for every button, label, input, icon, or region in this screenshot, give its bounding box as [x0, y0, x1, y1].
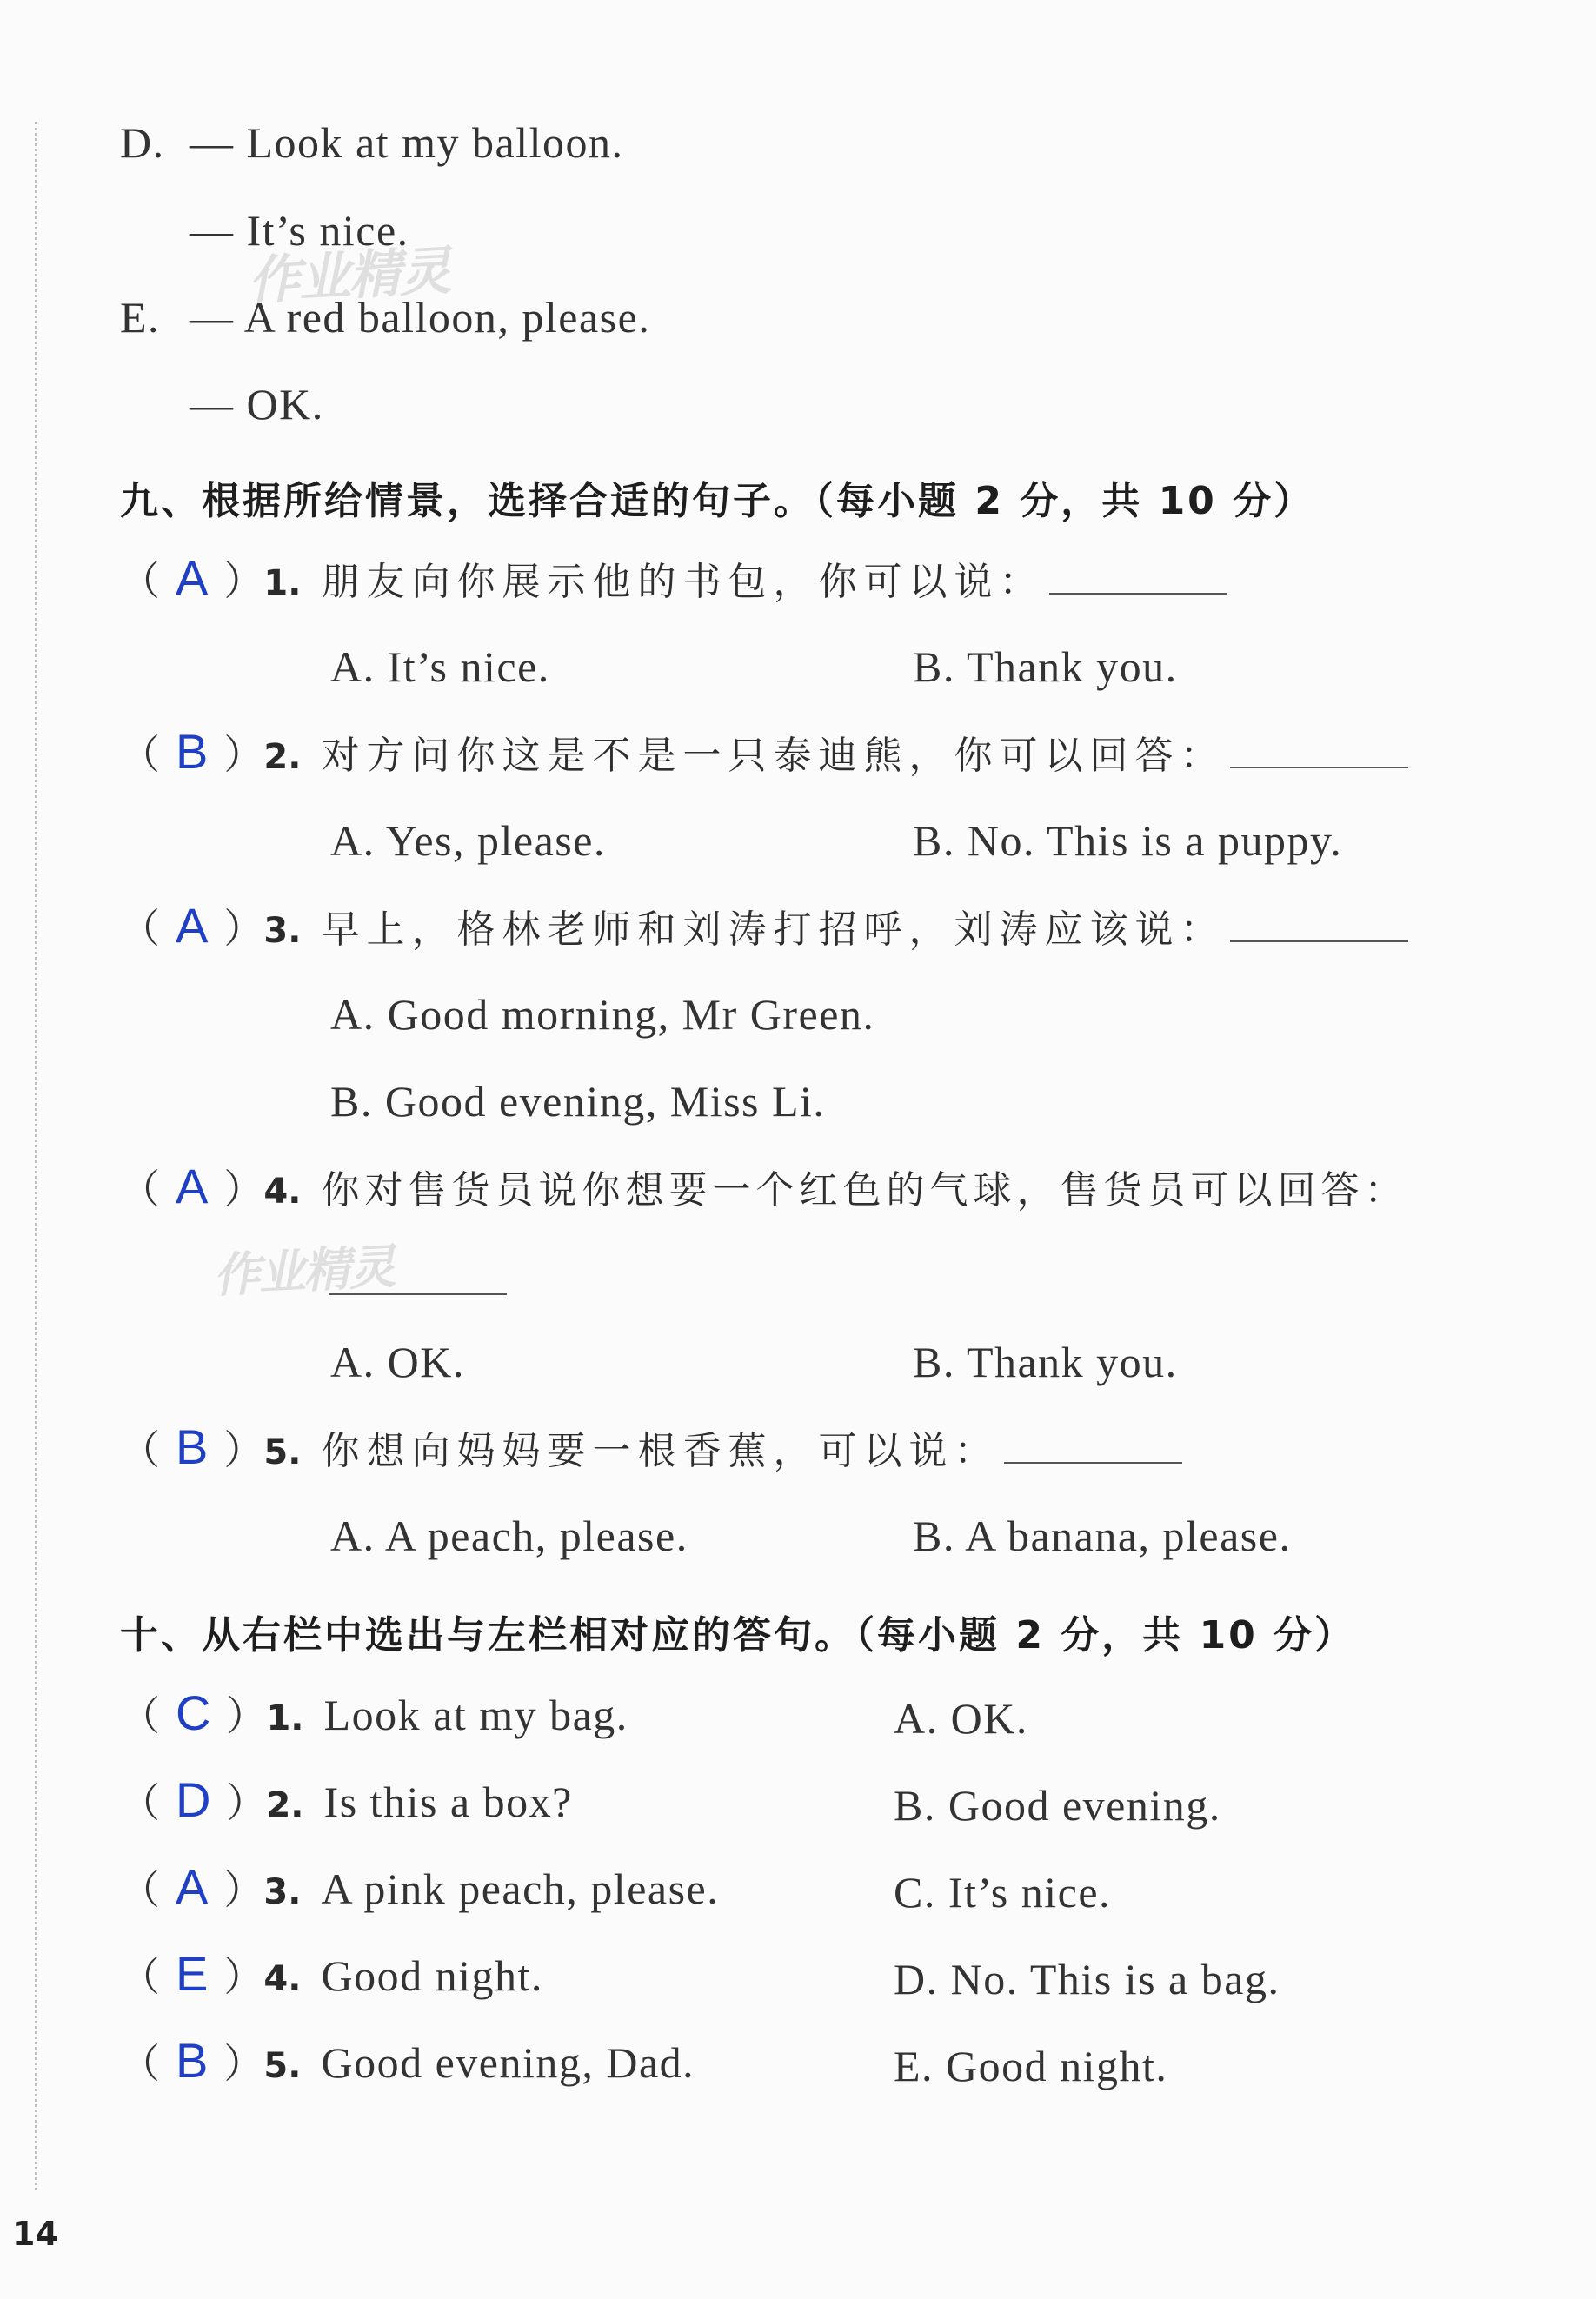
s9-q4-option-a: A. OK.	[330, 1338, 465, 1386]
paren-close: ）	[223, 1868, 264, 1912]
option-d-line1: — Look at my balloon.	[190, 118, 624, 167]
question-prompt: 对方问你这是不是一只泰迪熊，你可以回答：	[321, 734, 1226, 778]
answer-mark: A	[176, 1159, 209, 1213]
s9-question-5	[120, 1419, 1182, 1476]
section10-heading: 十、从右栏中选出与左栏相对应的答句。（每小题 2 分，共 10 分）	[120, 1613, 1356, 1658]
page-number: 14	[12, 2215, 58, 2253]
s9-q1-option-b: B. Thank you.	[913, 642, 1178, 691]
s9-question-2	[120, 723, 1408, 781]
paren-open: （	[120, 907, 160, 951]
s10-right-d: D. No. This is a bag.	[894, 1955, 1280, 2003]
binding-margin-line	[35, 122, 37, 2190]
paren-open: （	[120, 1781, 160, 1825]
s10-row-3	[120, 1858, 719, 1916]
question-number: 4.	[263, 1172, 302, 1212]
left-sentence: Is this a box?	[323, 1777, 573, 1826]
answer-mark: C	[176, 1685, 211, 1740]
paren-close: ）	[223, 907, 264, 951]
answer-mark: A	[176, 1859, 209, 1914]
s9-q1-option-a: A. It’s nice.	[330, 642, 550, 691]
s9-q4-option-b: B. Thank you.	[913, 1338, 1178, 1386]
option-e-line2: — OK.	[190, 380, 324, 429]
question-number: 2.	[266, 1785, 304, 1825]
s9-question-4	[120, 1158, 1407, 1215]
s9-q3-option-b: B. Good evening, Miss Li.	[330, 1077, 826, 1126]
paren-close: ）	[223, 2042, 264, 2086]
answer-blank	[1230, 734, 1408, 768]
paren-open: （	[120, 1167, 160, 1212]
s10-row-1	[120, 1684, 628, 1742]
left-sentence: A pink peach, please.	[321, 1864, 720, 1913]
s9-q5-option-a: A. A peach, please.	[330, 1512, 688, 1560]
left-sentence: Good night.	[321, 1951, 543, 2000]
answer-blank	[1230, 907, 1408, 942]
s10-row-2	[120, 1771, 573, 1829]
answer-mark: B	[176, 1419, 209, 1474]
question-prompt: 朋友向你展示他的书包，你可以说：	[321, 560, 1045, 604]
answer-mark: A	[176, 550, 209, 605]
paren-close: ）	[223, 733, 264, 777]
question-number: 3.	[263, 911, 302, 951]
s9-question-3	[120, 897, 1408, 954]
question-prompt: 你想向妈妈要一根香蕉，可以说：	[321, 1429, 1000, 1473]
s10-row-4	[120, 1945, 543, 2003]
question-number: 3.	[263, 1872, 302, 1912]
paren-close: ）	[223, 1428, 264, 1472]
question-prompt: 早上，格林老师和刘涛打招呼，刘涛应该说：	[321, 907, 1226, 952]
s10-right-a: A. OK.	[894, 1694, 1028, 1743]
answer-blank	[1049, 560, 1227, 595]
answer-mark: B	[176, 2033, 209, 2088]
paren-close: ）	[223, 1955, 264, 1999]
option-e-label: E.	[120, 293, 161, 342]
question-number: 2.	[263, 737, 302, 777]
paren-close: ）	[223, 559, 264, 603]
s9-q2-option-b: B. No. This is a puppy.	[913, 816, 1343, 865]
paren-open: （	[120, 1955, 160, 1999]
answer-mark: A	[176, 898, 209, 953]
s10-right-e: E. Good night.	[894, 2042, 1168, 2090]
s10-right-b: B. Good evening.	[894, 1781, 1221, 1830]
left-sentence: Good evening, Dad.	[321, 2038, 695, 2087]
watermark-logo: 作业精灵	[246, 240, 451, 313]
question-number: 4.	[263, 1959, 302, 1999]
question-number: 1.	[263, 563, 302, 603]
question-number: 1.	[266, 1698, 304, 1738]
paren-open: （	[120, 2042, 160, 2086]
paren-open: （	[120, 559, 160, 603]
s10-right-c: C. It’s nice.	[894, 1868, 1112, 1917]
question-number: 5.	[263, 2046, 302, 2086]
paren-close: ）	[226, 1694, 267, 1738]
watermark-logo: 作业精灵	[211, 1239, 396, 1304]
left-sentence: Look at my bag.	[323, 1691, 628, 1739]
s9-question-1	[120, 549, 1227, 607]
option-e-line1: — A red balloon, please.	[190, 293, 651, 342]
s9-q2-option-a: A. Yes, please.	[330, 816, 606, 865]
answer-mark: B	[176, 724, 209, 779]
question-number: 5.	[263, 1432, 302, 1472]
paren-open: （	[120, 1694, 160, 1738]
paren-close: ）	[223, 1167, 264, 1212]
question-prompt: 你对售货员说你想要一个红色的气球，售货员可以回答：	[321, 1168, 1408, 1213]
paren-close: ）	[226, 1781, 267, 1825]
option-d-line2: — It’s nice.	[190, 206, 409, 255]
answer-blank	[1004, 1429, 1182, 1464]
s9-q5-option-b: B. A banana, please.	[913, 1512, 1292, 1560]
paren-open: （	[120, 1428, 160, 1472]
s10-row-5	[120, 2032, 695, 2090]
answer-mark: D	[176, 1772, 211, 1827]
s9-q3-option-a: A. Good morning, Mr Green.	[330, 990, 875, 1039]
answer-mark: E	[176, 1946, 209, 2001]
option-d-label: D.	[120, 118, 165, 167]
section9-heading: 九、根据所给情景，选择合适的句子。（每小题 2 分，共 10 分）	[120, 479, 1315, 523]
paren-open: （	[120, 1868, 160, 1912]
paren-open: （	[120, 733, 160, 777]
